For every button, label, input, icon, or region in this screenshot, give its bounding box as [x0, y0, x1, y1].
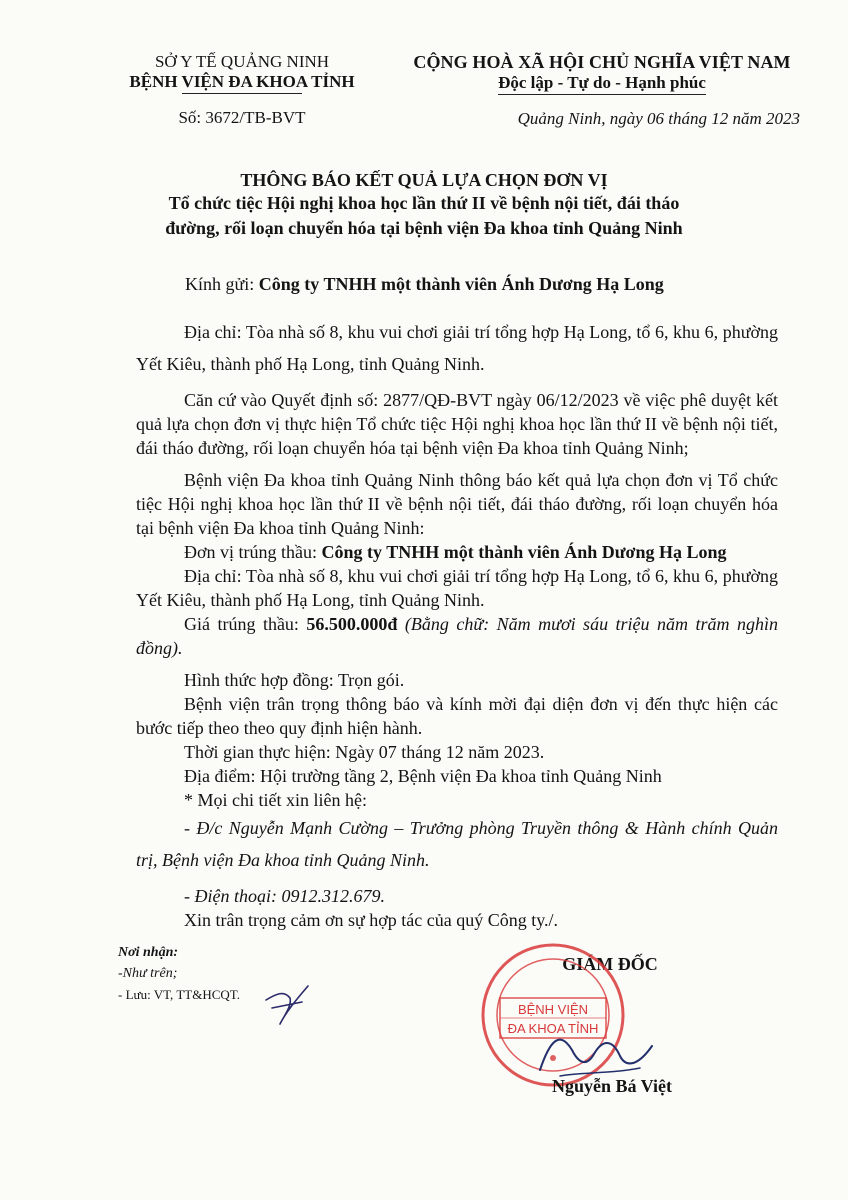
agency-underline	[182, 93, 302, 94]
seal-text-2: ĐA KHOA TỈNH	[507, 1021, 599, 1036]
recipient-line	[185, 274, 664, 295]
contract-form: Hình thức hợp đồng: Trọn gói.	[184, 670, 405, 690]
agency-name: BỆNH VIỆN ĐA KHOA TỈNH	[129, 72, 355, 91]
initial-scribble-icon	[262, 972, 322, 1032]
address-paragraph-1: Địa chỉ: Tòa nhà số 8, khu vui chơi giải trí tổng hợp Hạ Long, tổ 6, khu 6, phường Yết Kiêu, thành phố Hạ Long, tỉnh Quảng Ninh.	[136, 322, 778, 374]
price-in-words: (Bằng chữ: Năm mươi sáu triệu năm trăm nghìn đồng).	[136, 614, 778, 658]
address-paragraph-2: Địa chỉ: Tòa nhà số 8, khu vui chơi giải trí tổng hợp Hạ Long, tổ 6, khu 6, phường Yết Kiêu, thành phố Hạ Long, tỉnh Quảng Ninh.	[136, 566, 778, 610]
nation-header	[396, 52, 808, 129]
recipient-name: Công ty TNHH một thành viên Ánh Dương Hạ Long	[258, 274, 664, 294]
parent-agency: SỞ Y TẾ QUẢNG NINH	[154, 52, 330, 71]
winner-label: Đơn vị trúng thầu:	[184, 542, 322, 562]
document-date: Quảng Ninh, ngày 06 tháng 12 năm 2023	[517, 109, 800, 128]
winner-name: Công ty TNHH một thành viên Ánh Dương Hạ Long	[321, 542, 727, 562]
contact-person: - Đ/c Nguyễn Mạnh Cường – Trưởng phòng Truyền thông & Hành chính Quản trị, Bệnh viện Đa khoa tỉnh Quảng Ninh.	[136, 818, 778, 870]
agency-header	[92, 52, 392, 128]
recipients-item-2: - Lưu: VT, TT&HCQT.	[118, 987, 240, 1002]
price-value: 56.500.000đ	[306, 614, 398, 634]
recipients-heading: Nơi nhận:	[118, 945, 179, 960]
execution-location: Địa điểm: Hội trường tầng 2, Bệnh viện Đa khoa tỉnh Quảng Ninh	[184, 766, 662, 786]
seal-text-1: BỆNH VIỆN	[517, 1002, 589, 1017]
notice-paragraph: Bệnh viện Đa khoa tỉnh Quảng Ninh thông báo kết quả lựa chọn đơn vị Tổ chức tiệc Hội nghị khoa học lần thứ II về bệnh nội tiết, đái tháo đường, rối loạn chuyển hóa tại bệnh viện Đa khoa tỉnh Quảng Ninh:	[136, 470, 778, 538]
national-motto: Độc lập - Tự do - Hạnh phúc	[498, 73, 706, 95]
title-line-3: đường, rối loạn chuyển hóa tại bệnh viện Đa khoa tỉnh Quảng Ninh	[165, 218, 683, 238]
signer-name: Nguyễn Bá Việt	[551, 1076, 672, 1096]
document-number: Số: 3672/TB-BVT	[178, 108, 306, 127]
winner-line	[136, 540, 778, 564]
contact-heading: * Mọi chi tiết xin liên hệ:	[184, 790, 367, 810]
title-line-2: Tổ chức tiệc Hội nghị khoa học lần thứ II về bệnh nội tiết, đái tháo	[168, 193, 680, 213]
thanks-line: Xin trân trọng cảm ơn sự hợp tác của quý Công ty./.	[184, 910, 559, 930]
recipients-item-1: -Như trên;	[118, 966, 178, 981]
invitation-paragraph: Bệnh viện trân trọng thông báo và kính mời đại diện đơn vị đến thực hiện các bước tiếp theo theo quy định hiện hành.	[136, 694, 778, 738]
signer-position: GIÁM ĐỐC	[562, 954, 658, 974]
price-paragraph	[136, 612, 778, 660]
basis-paragraph: Căn cứ vào Quyết định số: 2877/QĐ-BVT ngày 06/12/2023 về việc phê duyệt kết quả lựa chọn đơn vị thực hiện Tổ chức tiệc Hội nghị khoa học lần thứ II về bệnh nội tiết, đái tháo đường, rối loạn chuyển hóa tại bệnh viện Đa khoa tỉnh Quảng Ninh;	[136, 390, 778, 458]
nation-name: CỘNG HOÀ XÃ HỘI CHỦ NGHĨA VIỆT NAM	[413, 52, 791, 72]
execution-time: Thời gian thực hiện: Ngày 07 tháng 12 năm 2023.	[184, 742, 545, 762]
document-body	[136, 316, 778, 932]
price-label: Giá trúng thầu:	[184, 614, 307, 634]
title-line-1: THÔNG BÁO KẾT QUẢ LỰA CHỌN ĐƠN VỊ	[240, 170, 608, 190]
recipient-label: Kính gửi:	[185, 274, 259, 294]
document-title	[100, 170, 748, 241]
recipients-block	[118, 942, 240, 1005]
contact-phone: - Điện thoại: 0912.312.679.	[184, 886, 385, 906]
